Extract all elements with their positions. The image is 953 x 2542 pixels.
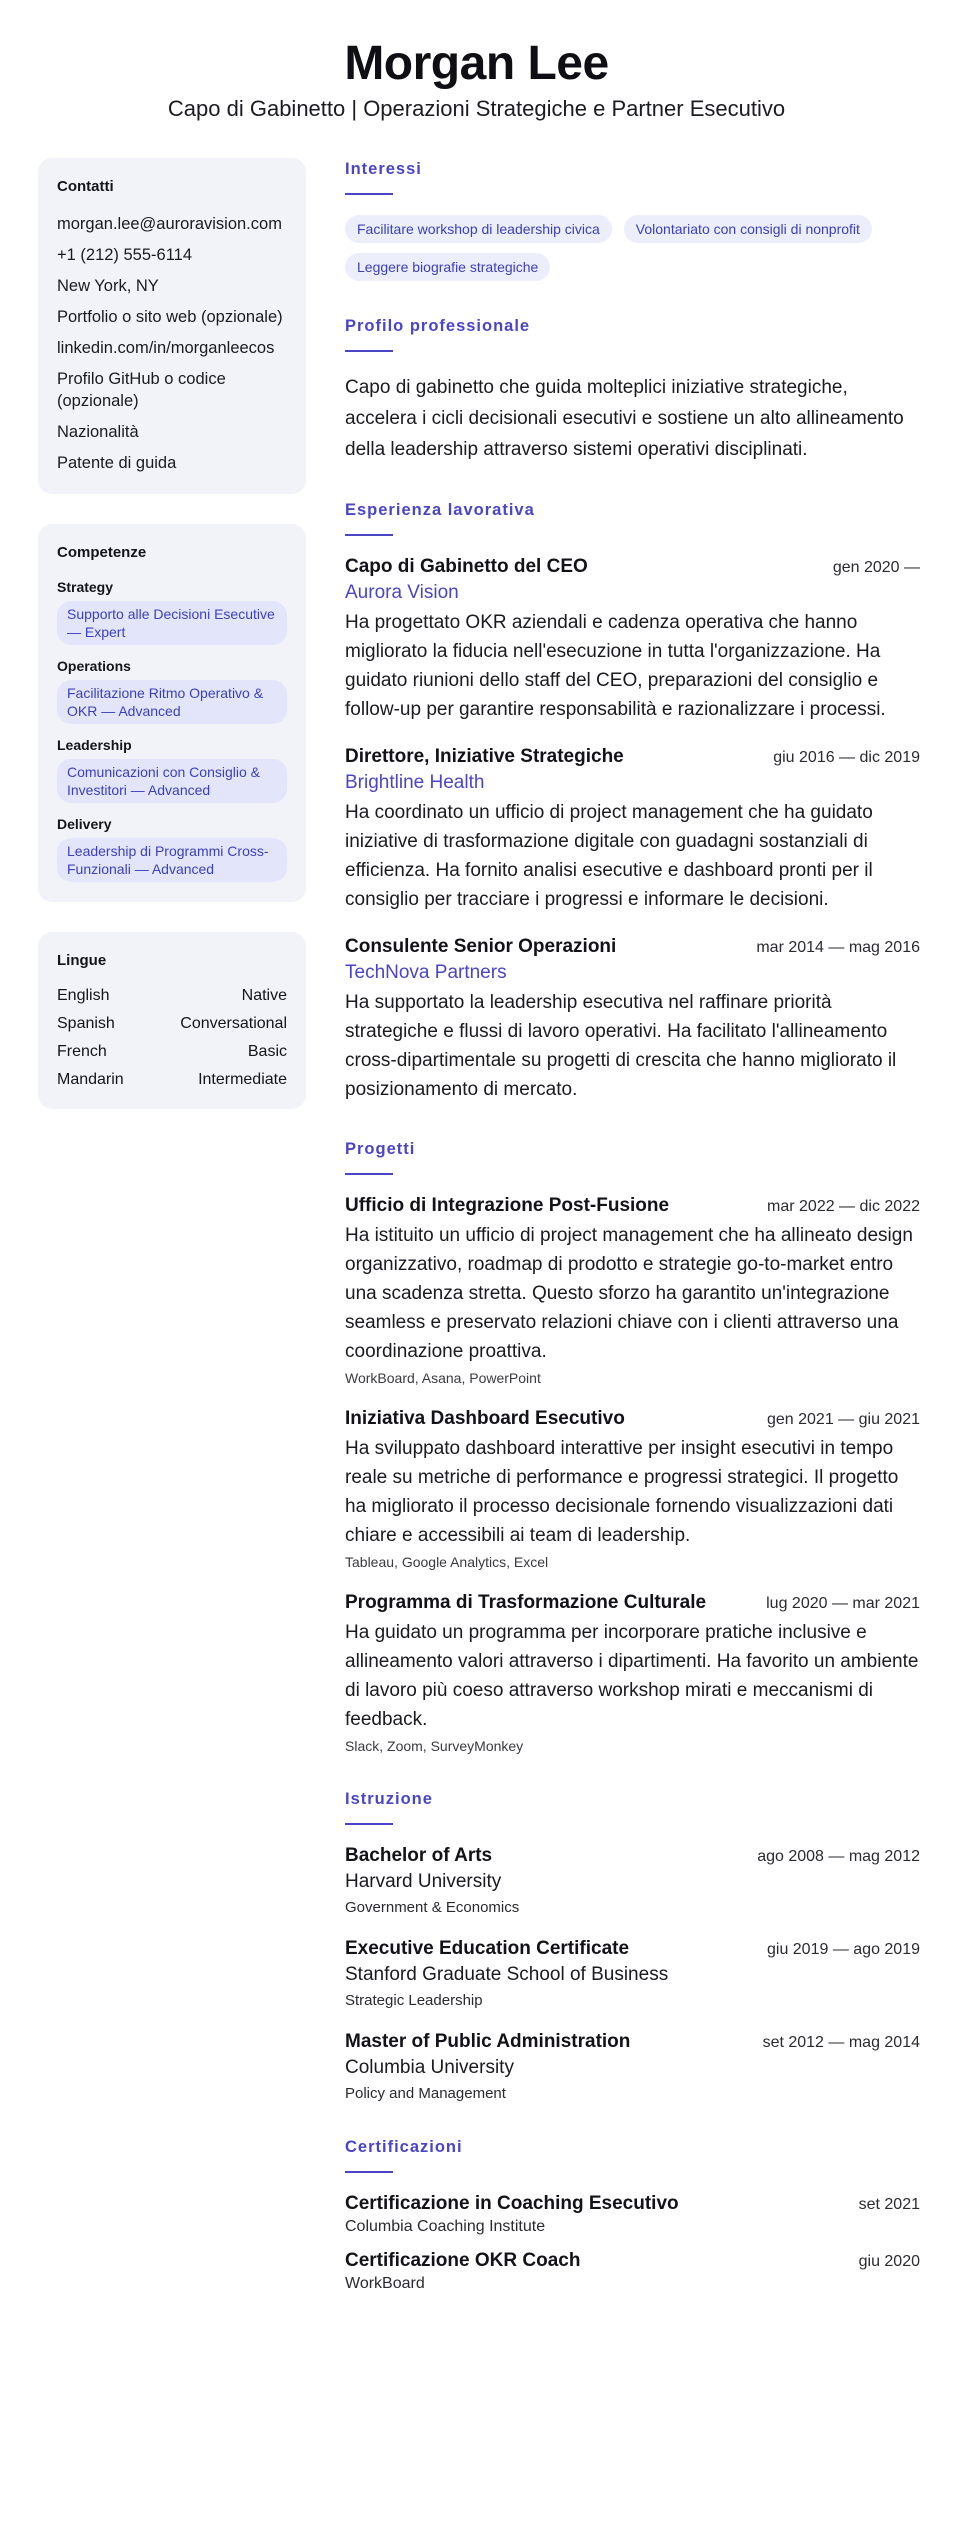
language-row xyxy=(57,1015,287,1033)
section-divider xyxy=(345,534,393,536)
field-of-study: Government & Economics xyxy=(345,1899,520,1916)
school-name: Stanford Graduate School of Business xyxy=(345,1964,669,1985)
project-entry xyxy=(345,1592,920,1754)
skill-group xyxy=(57,579,287,645)
experience-entry xyxy=(345,746,920,914)
projects-heading: Progetti xyxy=(345,1140,416,1158)
section-divider xyxy=(345,1823,393,1825)
section-divider xyxy=(345,350,393,352)
education-date: set 2012 — mag 2014 xyxy=(762,2034,920,2051)
education-date: giu 2019 — ago 2019 xyxy=(766,1941,920,1958)
language-row xyxy=(57,1043,287,1061)
skill-pill: Facilitazione Ritmo Operativo & OKR — Advanced xyxy=(57,680,287,724)
language-level: Conversational xyxy=(180,1015,287,1032)
project-name: Programma di Trasformazione Culturale xyxy=(345,1592,707,1613)
job-description: Ha progettato OKR aziendali e cadenza operativa che hanno migliorato la fiducia nell'esecuzione in tutta l'organizzazione. Ha guidato riunioni dello staff del CEO, preparazioni del consiglio e follow-up per garantire responsabilità e razionalizzare i processi. xyxy=(345,612,886,720)
interests-heading: Interessi xyxy=(345,160,422,178)
school-name: Harvard University xyxy=(345,1871,502,1892)
project-description: Ha istituito un ufficio di project management che ha allineato design organizzativo, roadmap di prodotto e strategie go-to-market entro una scadenza stretta. Questo sforzo ha garantito un'integrazione seamless e preservato relazioni chiave con i clienti attraverso una coordinazione proattiva. xyxy=(345,1225,913,1362)
skill-category: Operations xyxy=(57,658,131,674)
project-description: Ha sviluppato dashboard interattive per insight esecutivi in tempo reale su metriche di performance e progressi strategici. Il progetto ha migliorato il processo decisionale fornendo visualizzazioni dati chiare e accessibili ai team di leadership. xyxy=(345,1438,899,1546)
language-row xyxy=(57,987,287,1005)
job-company: TechNova Partners xyxy=(345,962,507,983)
job-description: Ha coordinato un ufficio di project management che ha guidato iniziative di trasformazione digitale con guadagni sostanziali di efficienza. Ha fornito analisi esecutive e dashboard pronti per il consiglio per tracciare i progressi e informare le decisioni. xyxy=(345,802,873,910)
skill-pill: Supporto alle Decisioni Esecutive — Expert xyxy=(57,601,287,645)
projects-section xyxy=(345,1140,920,1754)
section-divider xyxy=(345,2171,393,2173)
profile-heading: Profilo professionale xyxy=(345,317,531,335)
job-role: Capo di Gabinetto del CEO xyxy=(345,556,588,577)
language-name: English xyxy=(57,987,110,1004)
project-entry xyxy=(345,1195,920,1386)
certification-name: Certificazione OKR Coach xyxy=(345,2250,581,2271)
skills-heading: Competenze xyxy=(57,544,147,561)
language-name: French xyxy=(57,1043,107,1060)
contact-nationality: Nazionalità xyxy=(57,423,139,441)
skill-category: Leadership xyxy=(57,737,132,753)
certifications-section xyxy=(345,2138,920,2293)
resume-header xyxy=(0,0,953,130)
candidate-name: Morgan Lee xyxy=(344,37,609,90)
profile-summary: Capo di gabinetto che guida molteplici iniziative strategiche, accelera i cicli decisionali esecutivi e sostiene un alto allineamento della leadership attraverso sistemi operativi disciplinati. xyxy=(345,377,904,460)
experience-section xyxy=(345,501,920,1104)
project-entry xyxy=(345,1408,920,1570)
certification-date: giu 2020 xyxy=(858,2253,920,2270)
language-level: Native xyxy=(241,987,287,1004)
profile-section xyxy=(345,317,920,465)
job-role: Direttore, Iniziative Strategiche xyxy=(345,746,624,767)
certification-entry xyxy=(345,2250,920,2293)
contacts-card xyxy=(38,158,306,494)
job-company: Aurora Vision xyxy=(345,582,459,603)
project-tools: Tableau, Google Analytics, Excel xyxy=(345,1554,549,1570)
sidebar xyxy=(38,158,306,1139)
school-name: Columbia University xyxy=(345,2057,514,2078)
interests-section xyxy=(345,160,920,281)
main-content xyxy=(345,160,920,2329)
skill-pill: Comunicazioni con Consiglio & Investitori — Advanced xyxy=(57,759,287,803)
contact-github: Profilo GitHub o codice (opzionale) xyxy=(57,370,226,410)
contact-phone[interactable]: +1 (212) 555-6114 xyxy=(57,246,193,264)
section-divider xyxy=(345,193,393,195)
language-name: Mandarin xyxy=(57,1071,124,1088)
education-heading: Istruzione xyxy=(345,1790,433,1808)
interest-tag: Leggere biografie strategiche xyxy=(345,253,550,281)
degree-name: Bachelor of Arts xyxy=(345,1845,493,1866)
skill-category: Strategy xyxy=(57,579,114,595)
job-description: Ha supportato la leadership esecutiva nel raffinare priorità strategiche e flussi di lavoro operativi. Ha facilitato l'allineamento cross-dipartimentale su progetti di crescita che hanno migliorato il posizionamento di mercato. xyxy=(345,992,897,1100)
interest-tags xyxy=(345,215,920,281)
project-date: lug 2020 — mar 2021 xyxy=(766,1595,920,1612)
project-name: Iniziativa Dashboard Esecutivo xyxy=(345,1408,625,1429)
project-name: Ufficio di Integrazione Post-Fusione xyxy=(345,1195,670,1216)
project-tools: WorkBoard, Asana, PowerPoint xyxy=(345,1370,541,1386)
education-entry xyxy=(345,1938,920,2009)
certification-date: set 2021 xyxy=(858,2196,920,2213)
certification-entry xyxy=(345,2193,920,2236)
skill-pill: Leadership di Programmi Cross-Funzionali — Advanced xyxy=(57,838,287,882)
contact-linkedin[interactable]: linkedin.com/in/morganleecos xyxy=(57,339,275,357)
skills-card xyxy=(38,524,306,902)
job-date: gen 2020 — xyxy=(832,559,920,576)
project-tools: Slack, Zoom, SurveyMonkey xyxy=(345,1738,524,1754)
language-name: Spanish xyxy=(57,1015,115,1032)
certifications-heading: Certificazioni xyxy=(345,2138,463,2156)
interest-tag: Volontariato con consigli di nonprofit xyxy=(624,215,872,243)
languages-heading: Lingue xyxy=(57,952,107,969)
skill-category: Delivery xyxy=(57,816,112,832)
skill-group xyxy=(57,737,287,803)
language-level: Intermediate xyxy=(198,1071,287,1088)
languages-card xyxy=(38,932,306,1109)
section-divider xyxy=(345,1173,393,1175)
contact-location: New York, NY xyxy=(57,277,159,295)
contact-portfolio: Portfolio o sito web (opzionale) xyxy=(57,308,283,326)
skill-group xyxy=(57,658,287,724)
degree-name: Master of Public Administration xyxy=(345,2031,631,2052)
language-row xyxy=(57,1071,287,1089)
certification-issuer: WorkBoard xyxy=(345,2275,425,2292)
project-date: mar 2022 — dic 2022 xyxy=(767,1198,920,1215)
certification-issuer: Columbia Coaching Institute xyxy=(345,2218,546,2235)
field-of-study: Strategic Leadership xyxy=(345,1992,483,2009)
job-role: Consulente Senior Operazioni xyxy=(345,936,617,957)
contact-license: Patente di guida xyxy=(57,454,177,472)
candidate-title: Capo di Gabinetto | Operazioni Strategiche e Partner Esecutivo xyxy=(167,96,786,121)
contacts-heading: Contatti xyxy=(57,178,114,195)
job-date: mar 2014 — mag 2016 xyxy=(756,939,920,956)
degree-name: Executive Education Certificate xyxy=(345,1938,630,1959)
experience-entry xyxy=(345,556,920,724)
education-entry xyxy=(345,2031,920,2102)
contact-email[interactable]: morgan.lee@auroravision.com xyxy=(57,215,282,233)
education-date: ago 2008 — mag 2012 xyxy=(757,1848,920,1865)
job-company: Brightline Health xyxy=(345,772,485,793)
certification-name: Certificazione in Coaching Esecutivo xyxy=(345,2193,679,2214)
skill-group xyxy=(57,816,287,882)
education-entry xyxy=(345,1845,920,1916)
job-date: giu 2016 — dic 2019 xyxy=(773,749,920,766)
education-section xyxy=(345,1790,920,2102)
field-of-study: Policy and Management xyxy=(345,2085,506,2102)
project-description: Ha guidato un programma per incorporare pratiche inclusive e allineamento valori attraverso i dipartimenti. Ha favorito un ambiente di lavoro più coeso attraverso workshop mirati e meccanismi di feedback. xyxy=(345,1622,919,1730)
language-level: Basic xyxy=(247,1043,287,1060)
project-date: gen 2021 — giu 2021 xyxy=(766,1411,920,1428)
experience-entry xyxy=(345,936,920,1104)
experience-heading: Esperienza lavorativa xyxy=(345,501,535,519)
interest-tag: Facilitare workshop di leadership civica xyxy=(345,215,612,243)
